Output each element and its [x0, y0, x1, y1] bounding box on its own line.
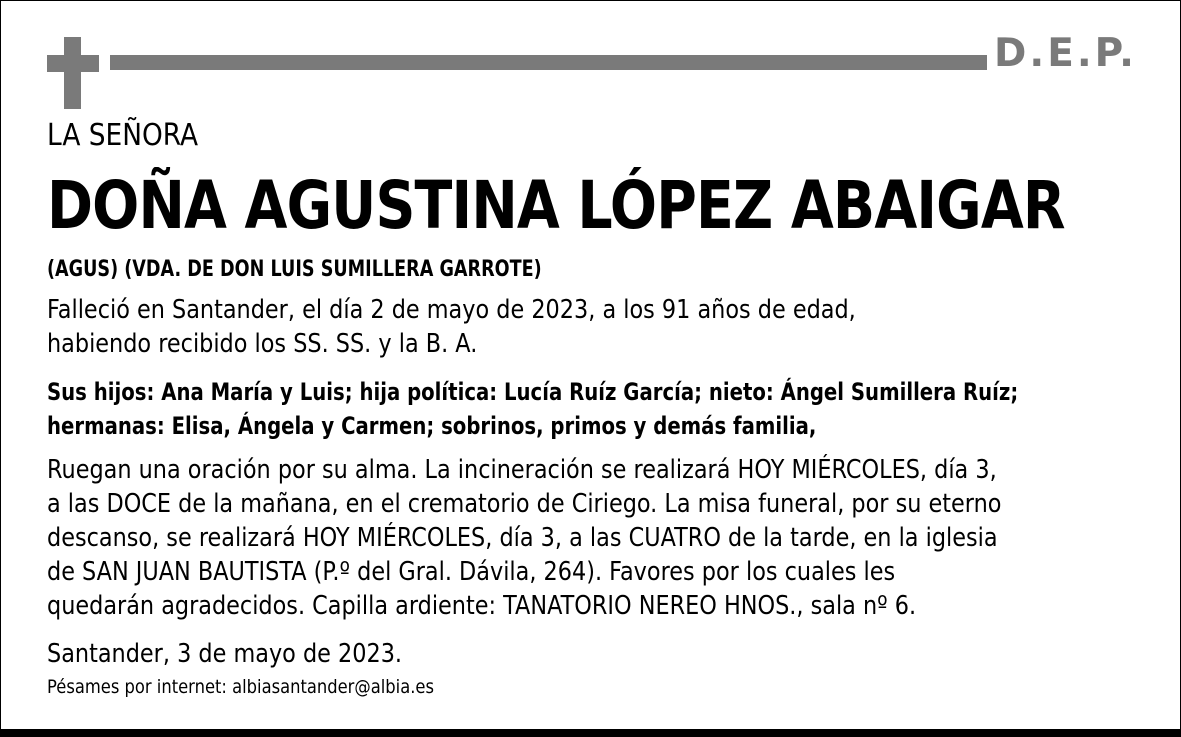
header-rule: [110, 55, 987, 70]
death-notice-line: Falleció en Santander, el día 2 de mayo de 2023, a los 91 años de edad,: [47, 295, 856, 325]
cross-icon: [47, 37, 99, 109]
service-details: [47, 453, 1001, 623]
service-line: Ruegan una oración por su alma. La incineración se realizará HOY MIÉRCOLES, día 3,: [47, 455, 997, 485]
intro-label: LA SEÑORA: [47, 118, 199, 153]
service-line: descanso, se realizará HOY MIÉRCOLES, día 3, a las CUATRO de la tarde, en la iglesia: [47, 523, 998, 553]
deceased-name: DOÑA AGUSTINA LÓPEZ ABAIGAR: [47, 167, 1065, 244]
death-notice: [47, 293, 856, 361]
death-notice-line: habiendo recibido los SS. SS. y la B. A.: [47, 329, 478, 359]
dep-label: D.E.P.: [994, 31, 1137, 76]
service-line: quedarán agradecidos. Capilla ardiente: TANATORIO NEREO HNOS., sala nº 6.: [47, 591, 917, 621]
service-line: a las DOCE de la mañana, en el crematorio de Ciriego. La misa funeral, por su eterno: [47, 489, 1002, 519]
family-line: hermanas: Elisa, Ángela y Carmen; sobrinos, primos y demás familia,: [47, 412, 817, 440]
place-date: Santander, 3 de mayo de 2023.: [47, 639, 403, 669]
family-list: [47, 375, 1018, 443]
bottom-rule: [0, 729, 1181, 737]
deceased-alias: (AGUS) (VDA. DE DON LUIS SUMILLERA GARROTE): [47, 257, 542, 282]
condolences-note: Pésames por internet: albiasantander@albia.es: [47, 676, 434, 698]
family-line: Sus hijos: Ana María y Luis; hija política: Lucía Ruíz García; nieto: Ángel Sumillera Ruíz;: [47, 378, 1019, 406]
service-line: de SAN JUAN BAUTISTA (P.º del Gral. Dávila, 264). Favores por los cuales les: [47, 557, 896, 587]
